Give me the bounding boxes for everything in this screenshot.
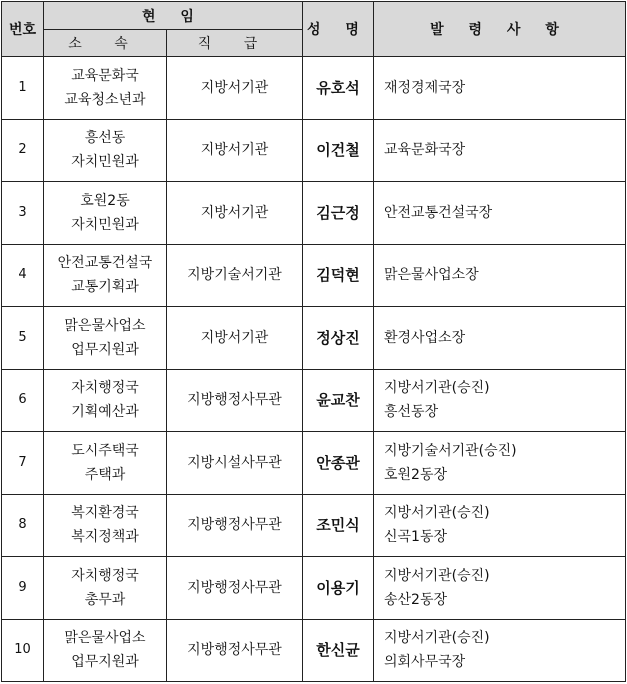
department-line: 교통기획과: [71, 279, 139, 296]
header-appointment: 발 령 사 항: [374, 2, 626, 57]
department-line: 자치민원과: [71, 216, 139, 233]
table-row: [2, 432, 626, 495]
row-rank: 지방행정사무관: [167, 557, 303, 620]
row-rank: 지방행정사무관: [167, 494, 303, 557]
row-number: 2: [2, 119, 44, 182]
row-name: 안종관: [303, 432, 374, 495]
table-row: [2, 619, 626, 682]
department-line: 자치행정국: [71, 380, 139, 397]
department-line: 업무지원과: [71, 654, 139, 671]
row-rank: 지방시설사무관: [167, 432, 303, 495]
appointment-line: 의회사무국장: [384, 654, 466, 671]
row-department: [44, 57, 167, 120]
row-name: 김덕현: [303, 244, 374, 307]
appointment-line: 흥선동장: [384, 404, 439, 421]
row-department: [44, 182, 167, 245]
row-name: 윤교찬: [303, 369, 374, 432]
table-row: [2, 307, 626, 370]
department-line: 맑은물사업소: [64, 630, 146, 647]
appointment-line: 지방서기관(승진): [384, 567, 490, 584]
table-row: [2, 57, 626, 120]
row-appointment: [374, 432, 626, 495]
table-row: [2, 119, 626, 182]
appointment-line: 교육문화국장: [384, 142, 466, 159]
table-row: [2, 557, 626, 620]
row-name: 한신균: [303, 619, 374, 682]
table-row: [2, 494, 626, 557]
appointment-line: 지방서기관(승진): [384, 505, 490, 522]
department-line: 맑은물사업소: [64, 317, 146, 334]
row-name: 김근정: [303, 182, 374, 245]
row-number: 7: [2, 432, 44, 495]
row-name: 조민식: [303, 494, 374, 557]
row-number: 10: [2, 619, 44, 682]
department-line: 안전교통건설국: [57, 255, 153, 272]
row-department: [44, 432, 167, 495]
row-rank: 지방서기관: [167, 307, 303, 370]
row-department: [44, 244, 167, 307]
header-name: 성 명: [303, 2, 374, 57]
row-appointment: [374, 369, 626, 432]
department-line: 총무과: [84, 591, 126, 608]
personnel-table: [1, 1, 626, 682]
row-appointment: [374, 119, 626, 182]
department-line: 흥선동: [84, 130, 126, 147]
appointment-line: 안전교통건설국장: [384, 204, 493, 221]
row-number: 4: [2, 244, 44, 307]
appointment-line: 재정경제국장: [384, 79, 466, 96]
row-name: 이용기: [303, 557, 374, 620]
row-name: 정상진: [303, 307, 374, 370]
row-rank: 지방서기관: [167, 57, 303, 120]
appointment-line: 호원2동장: [384, 466, 448, 483]
row-department: [44, 307, 167, 370]
appointment-line: 맑은물사업소장: [384, 267, 479, 284]
row-appointment: [374, 557, 626, 620]
department-line: 도시주택국: [71, 442, 139, 459]
row-appointment: [374, 182, 626, 245]
department-line: 자치행정국: [71, 567, 139, 584]
row-department: [44, 557, 167, 620]
row-number: 1: [2, 57, 44, 120]
department-line: 교육청소년과: [64, 91, 146, 108]
row-rank: 지방기술서기관: [167, 244, 303, 307]
header-rank: 직 급: [167, 30, 303, 57]
appointment-line: 신곡1동장: [384, 529, 448, 546]
department-line: 교육문화국: [71, 67, 139, 84]
appointment-line: 환경사업소장: [384, 329, 466, 346]
row-appointment: [374, 307, 626, 370]
row-rank: 지방행정사무관: [167, 619, 303, 682]
row-department: [44, 619, 167, 682]
row-department: [44, 119, 167, 182]
row-number: 9: [2, 557, 44, 620]
header-department: 소 속: [44, 30, 167, 57]
row-rank: 지방서기관: [167, 119, 303, 182]
table-row: [2, 182, 626, 245]
department-line: 호원2동: [80, 192, 130, 209]
row-rank: 지방서기관: [167, 182, 303, 245]
table-row: [2, 369, 626, 432]
row-number: 5: [2, 307, 44, 370]
department-line: 자치민원과: [71, 154, 139, 171]
row-name: 이건철: [303, 119, 374, 182]
row-appointment: [374, 57, 626, 120]
header-current-position: 현 임: [44, 2, 303, 30]
department-line: 기획예산과: [71, 404, 139, 421]
row-rank: 지방행정사무관: [167, 369, 303, 432]
department-line: 복지환경국: [71, 505, 139, 522]
row-appointment: [374, 494, 626, 557]
row-department: [44, 369, 167, 432]
row-number: 3: [2, 182, 44, 245]
table-row: [2, 244, 626, 307]
appointment-line: 지방서기관(승진): [384, 630, 490, 647]
row-appointment: [374, 619, 626, 682]
row-name: 유호석: [303, 57, 374, 120]
header-number: 번호: [2, 2, 44, 57]
appointment-line: 지방서기관(승진): [384, 380, 490, 397]
row-department: [44, 494, 167, 557]
department-line: 업무지원과: [71, 341, 139, 358]
department-line: 복지정책과: [71, 529, 139, 546]
appointment-line: 송산2동장: [384, 591, 448, 608]
appointment-line: 지방기술서기관(승진): [384, 442, 517, 459]
row-number: 8: [2, 494, 44, 557]
row-appointment: [374, 244, 626, 307]
row-number: 6: [2, 369, 44, 432]
department-line: 주택과: [84, 466, 126, 483]
